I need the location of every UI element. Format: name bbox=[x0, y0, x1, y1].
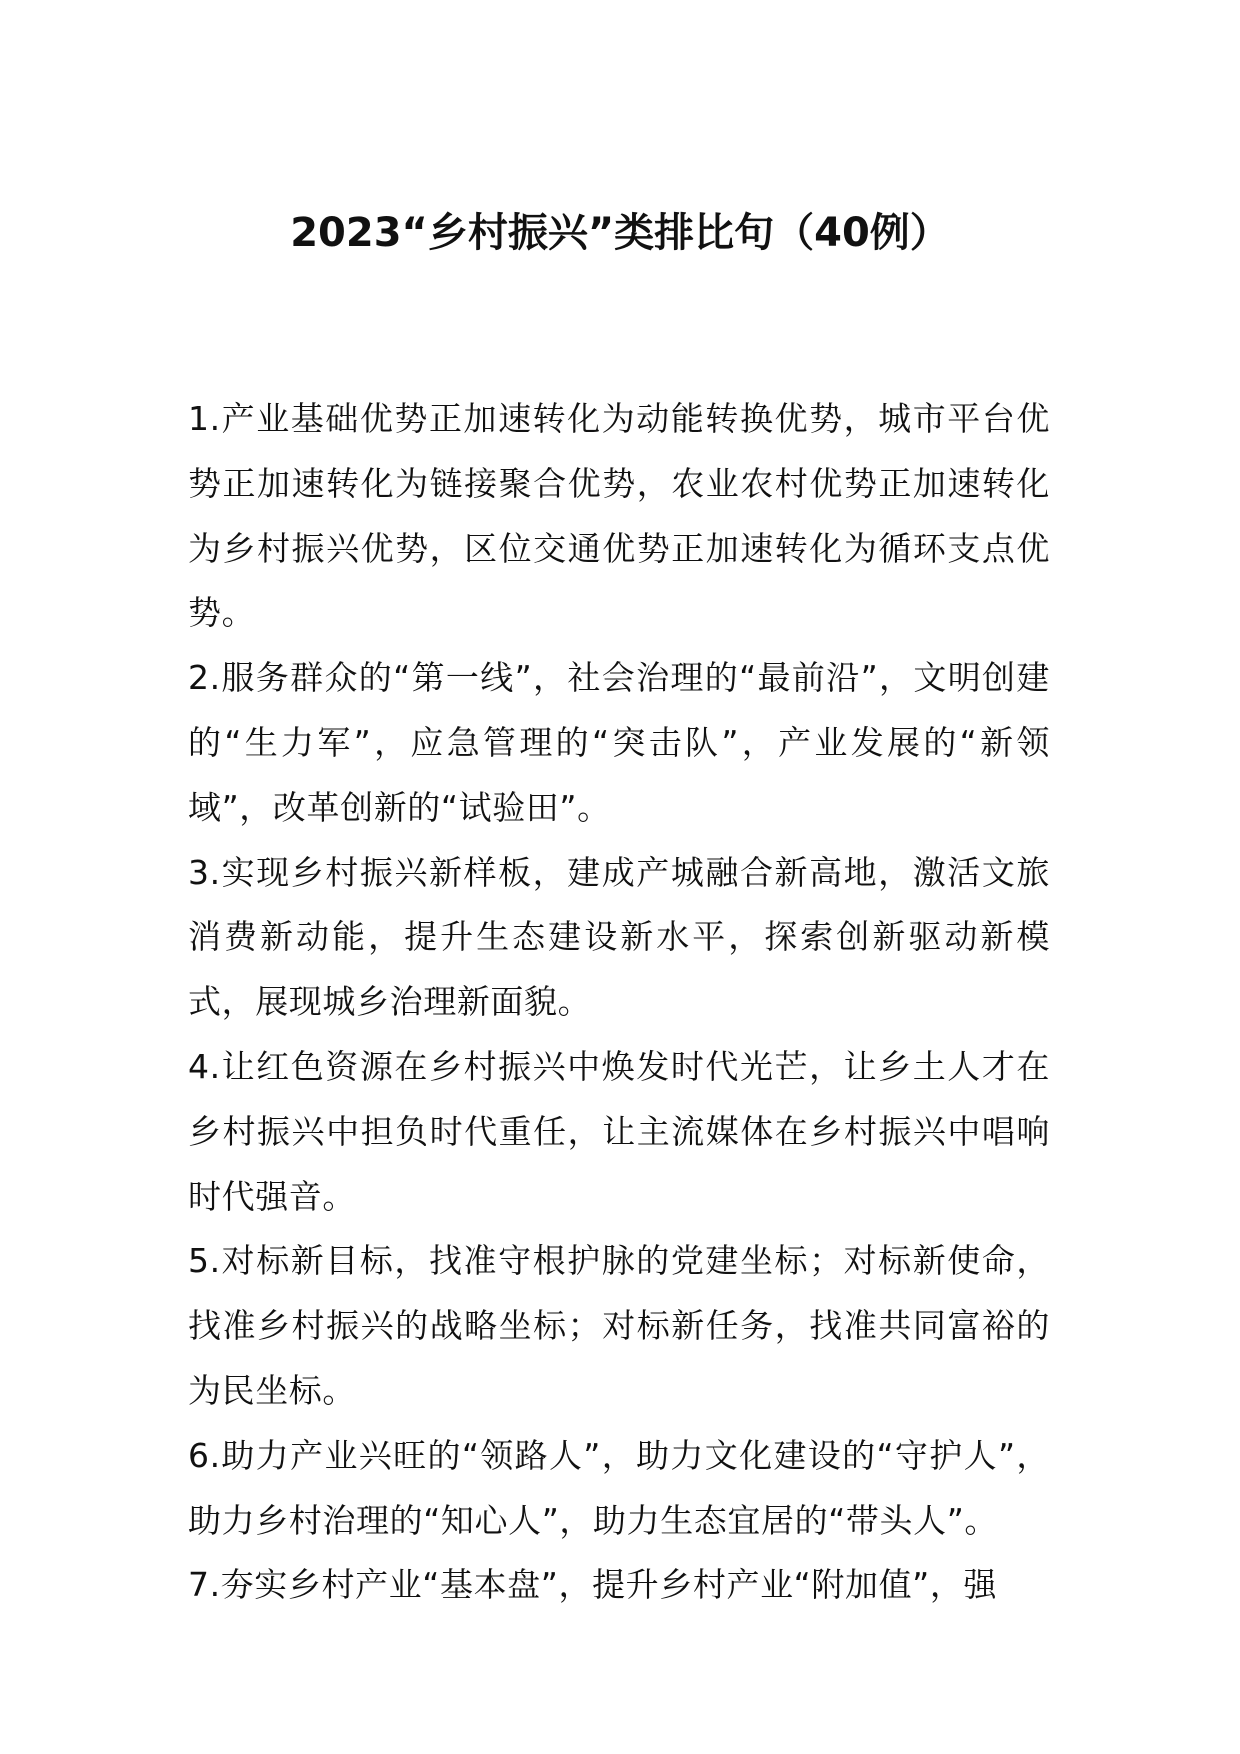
paragraph-7: 7.夯实乡村产业“基本盘”，提升乡村产业“附加值”，强 bbox=[188, 1565, 998, 1605]
paragraph-6: 6.助力产业兴旺的“领路人”，助力文化建设的“守护人”，助力乡村治理的“知心人”，助力生态宜居的“带头人”。 bbox=[188, 1435, 1050, 1540]
document-title: 2023“乡村振兴”类排比句（40例） bbox=[290, 210, 950, 256]
paragraph-5: 5.对标新目标，找准守根护脉的党建坐标；对标新使命，找准乡村振兴的战略坐标；对标新任务，找准共同富裕的为民坐标。 bbox=[188, 1241, 1050, 1410]
paragraph-4: 4.让红色资源在乡村振兴中焕发时代光芒，让乡土人才在乡村振兴中担负时代重任，让主流媒体在乡村振兴中唱响时代强音。 bbox=[188, 1046, 1050, 1216]
paragraph-1: 1.产业基础优势正加速转化为动能转换优势，城市平台优势正加速转化为链接聚合优势，农业农村优势正加速转化为乡村振兴优势，区位交通优势正加速转化为循环支点优势。 bbox=[188, 399, 1050, 633]
document-body bbox=[188, 387, 1050, 1618]
paragraph-2: 2.服务群众的“第一线”，社会治理的“最前沿”，文明创建的“生力军”，应急管理的“突击队”，产业发展的“新领域”，改革创新的“试验田”。 bbox=[188, 658, 1050, 827]
paragraph-3: 3.实现乡村振兴新样板，建成产城融合新高地，激活文旅消费新动能，提升生态建设新水平，探索创新驱动新模式，展现城乡治理新面貌。 bbox=[188, 852, 1050, 1022]
